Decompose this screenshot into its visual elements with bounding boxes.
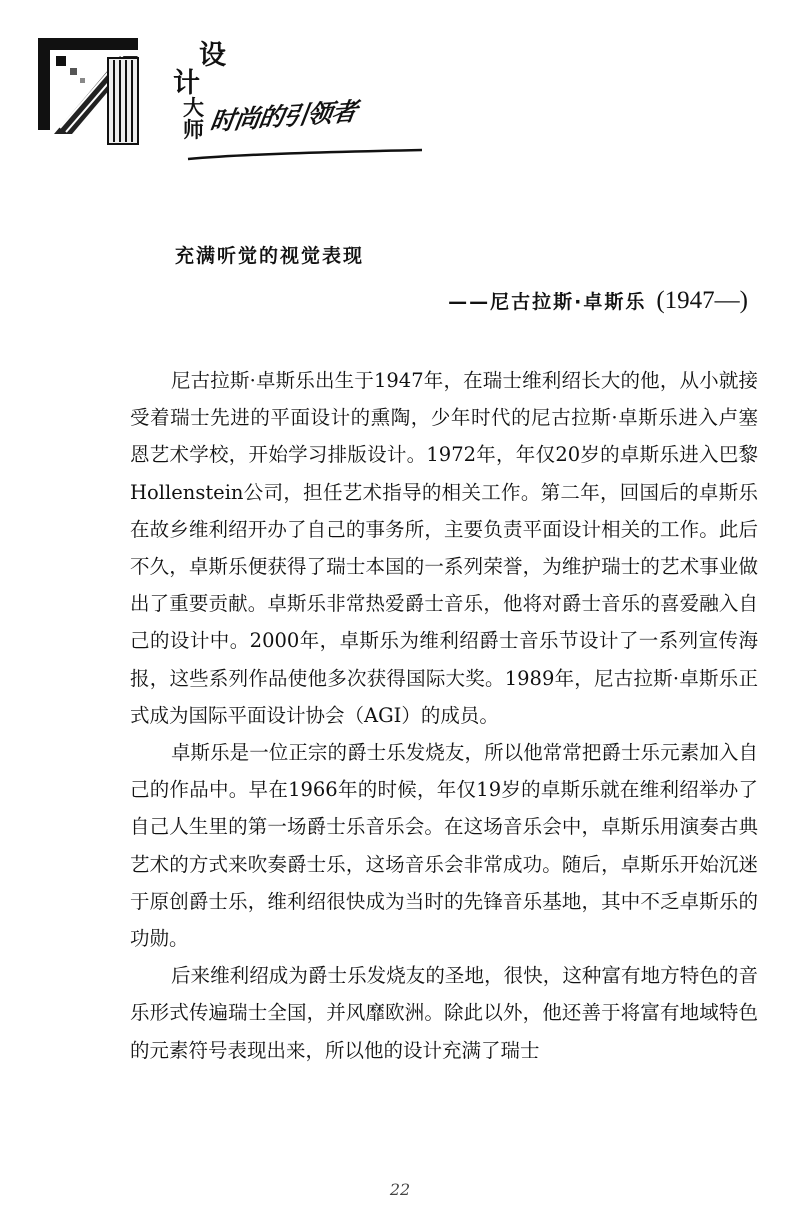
- logo-char-she: 设: [199, 40, 226, 71]
- logo-slogan: 时尚的引领者: [208, 97, 359, 136]
- logo-char-ji: 计: [173, 68, 200, 99]
- page-number: 22: [389, 1180, 411, 1199]
- article-body: [130, 362, 758, 1069]
- article-subtitle: [448, 287, 748, 316]
- paragraph-2: 卓斯乐是一位正宗的爵士乐发烧友，所以他常常把爵士乐元素加入自己的作品中。早在1966年的时候，年仅19岁的卓斯乐就在维利绍举办了自己人生里的第一场爵士乐音乐会。在这场音乐会中，卓斯乐用演奏古典艺术的方式来吹奏爵士乐，这场音乐会非常成功。随后，卓斯乐开始沉迷于原创爵士乐，维利绍很快成为当时的先锋音乐基地，其中不乏卓斯乐的功勋。: [130, 741, 758, 951]
- paragraph-1: 尼古拉斯·卓斯乐出生于1947年，在瑞士维利绍长大的他，从小就接受着瑞士先进的平面设计的熏陶，少年时代的尼古拉斯·卓斯乐进入卢塞恩艺术学校，开始学习排版设计。1972年，年仅20岁的卓斯乐进入巴黎Hollenstein公司，担任艺术指导的相关工作。第二年，回国后的卓斯乐在故乡维利绍开办了自己的事务所，主要负责平面设计相关的工作。此后不久，卓斯乐便获得了瑞士本国的一系列荣誉，为维护瑞士的艺术事业做出了重要贡献。卓斯乐非常热爱爵士音乐，他将对爵士音乐的喜爱融入自己的设计中。2000年，卓斯乐为维利绍爵士音乐节设计了一系列宣传海报，这些系列作品使他多次获得国际大奖。1989年，尼古拉斯·卓斯乐正式成为国际平面设计协会（AGI）的成员。: [130, 369, 758, 727]
- series-logo: [36, 34, 376, 154]
- logo-char-da: 大: [183, 96, 204, 120]
- logo-char-shi: 师: [183, 118, 204, 142]
- slogan-underline: [186, 148, 426, 162]
- subtitle-name: ——尼古拉斯·卓斯乐: [448, 291, 647, 313]
- article-title: 充满听觉的视觉表现: [175, 245, 365, 267]
- logo-emblem-icon: [36, 34, 148, 146]
- paragraph-3: 后来维利绍成为爵士乐发烧友的圣地，很快，这种富有地方特色的音乐形式传遍瑞士全国，并风靡欧洲。除此以外，他还善于将富有地域特色的元素符号表现出来，所以他的设计充满了瑞士: [130, 964, 758, 1062]
- subtitle-years: (1947—): [656, 287, 748, 314]
